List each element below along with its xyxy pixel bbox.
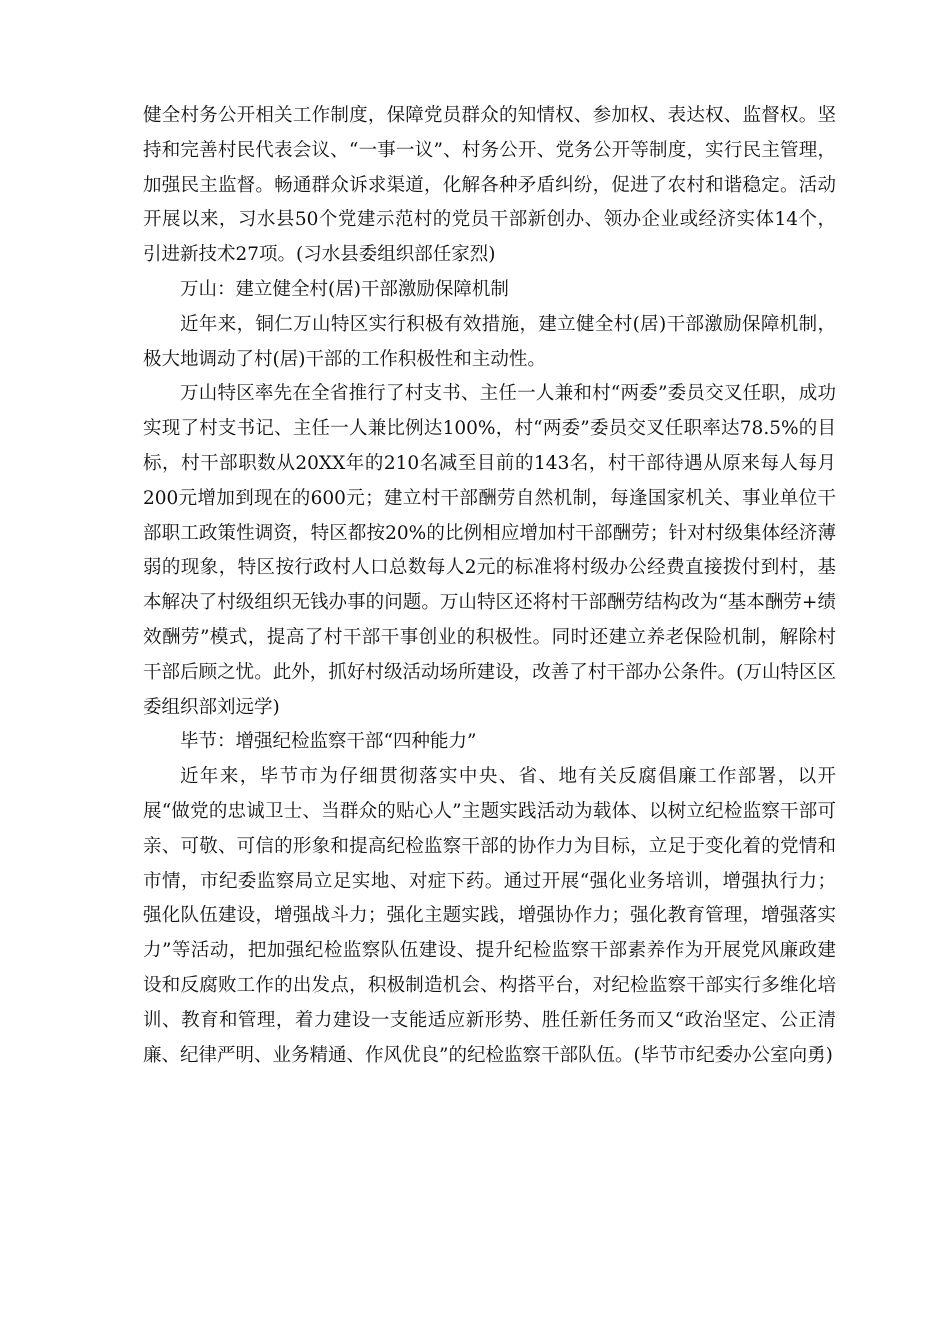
document-body [143,99,836,1073]
paragraph-bijie-detail: 近年来，毕节市为仔细贯彻落实中央、省、地有关反腐倡廉工作部署，以开展“做党的忠诚卫士、当群众的贴心人”主题实践活动为载体、以树立纪检监察干部可亲、可敬、可信的形象和提高纪检监察干部的协作力为目标，立足于变化着的党情和市情，市纪委监察局立足实地、对症下药。通过开展“强化业务培训，增强执行力；强化队伍建设，增强战斗力；强化主题实践，增强协作力；强化教育管理，增强落实力”等活动，把加强纪检监察队伍建设、提升纪检监察干部素养作为开展党风廉政建设和反腐败工作的出发点，积极制造机会、构搭平台，对纪检监察干部实行多维化培训、教育和管理，着力建设一支能适应新形势、胜任新任务而又“政治坚定、公正清廉、纪律严明、业务精通、作风优良”的纪检监察干部队伍。(毕节市纪委办公室向勇) [143,766,836,1066]
paragraph-wanshan-intro: 近年来，铜仁万山特区实行积极有效措施，建立健全村(居)干部激励保障机制，极大地调动了村(居)干部的工作积极性和主动性。 [143,313,836,370]
section-heading-wanshan: 万山：建立健全村(居)干部激励保障机制 [180,278,509,300]
paragraph-wanshan-detail: 万山特区率先在全省推行了村支书、主任一人兼和村“两委”委员交叉任职，成功实现了村支书记、主任一人兼比例达100%，村“两委”委员交叉任职率达78.5%的目标，村干部职数从20XX年的210名减至目前的143名，村干部待遇从原来每人每月200元增加到现在的600元；建立村干部酬劳自然机制，每逢国家机关、事业单位干部职工政策性调资，特区都按20%的比例相应增加村干部酬劳；针对村级集体经济薄弱的现象，特区按行政村人口总数每人2元的标准将村级办公经费直接拨付到村，基本解决了村级组织无钱办事的问题。万山特区还将村干部酬劳结构改为“基本酬劳+绩效酬劳”模式，提高了村干部干事创业的积极性。同时还建立养老保险机制，解除村干部后顾之忧。此外，抓好村级活动场所建设，改善了村干部办公条件。(万山特区区委组织部刘远学) [143,383,836,718]
section-heading-bijie: 毕节：增强纪检监察干部“四种能力” [180,731,477,753]
paragraph-continuation: 健全村务公开相关工作制度，保障党员群众的知情权、参加权、表达权、监督权。坚持和完善村民代表会议、“一事一议”、村务公开、党务公开等制度，实行民主管理，加强民主监督。畅通群众诉求渠道，化解各种矛盾纠纷，促进了农村和谐稳定。活动开展以来，习水县50个党建示范村的党员干部新创办、领办企业或经济实体14个，引进新技术27项。(习水县委组织部任家烈) [143,105,836,266]
